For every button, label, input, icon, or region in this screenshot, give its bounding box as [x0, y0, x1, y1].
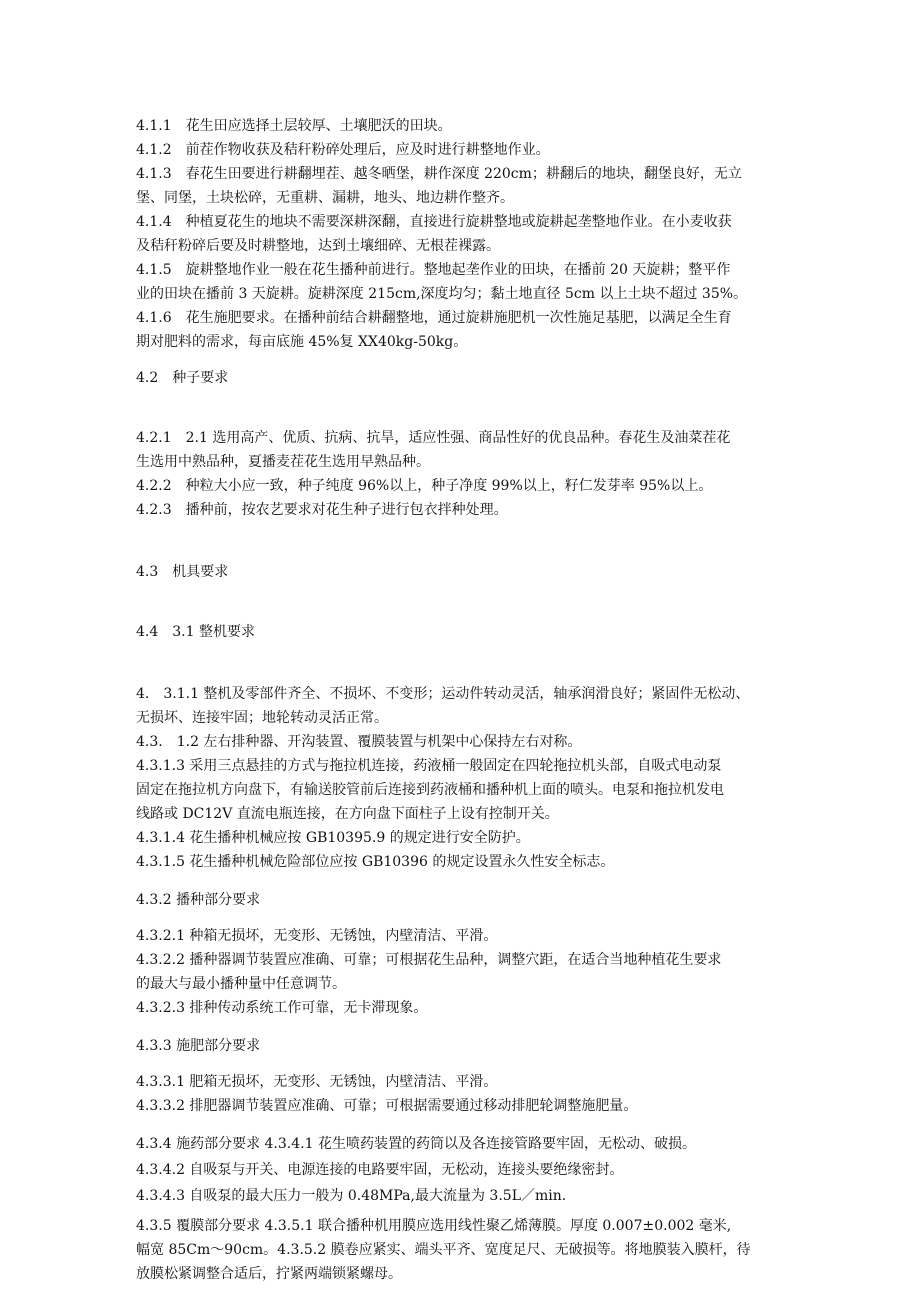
paragraph-4-3-3-2 [136, 1094, 786, 1118]
text-line: 4.1.4 种植夏花生的地块不需要深耕深翻，直接进行旋耕整地或旋耕起垄整地作业。在小麦收获 [136, 214, 732, 230]
text-line: 放膜松紧调整合适后，拧紧两端锁紧螺母。 [136, 1266, 402, 1282]
text-line: 业的田块在播前 3 天旋耕。旋耕深度 215cm,深度均匀；黏土地直径 5cm 以上土块不超过 35%。 [136, 286, 748, 302]
text-line: 4.2.1 2.1 选用高产、优质、抗病、抗旱，适应性强、商品性好的优良品种。春花生及油菜茬花 [136, 430, 731, 446]
text-line: 无损坏、连接牢固；地轮转动灵活正常。 [136, 710, 388, 726]
text-line: 及秸秆粉碎后要及时耕整地，达到土壤细碎、无根茬裸露。 [136, 238, 500, 254]
section-heading-4-2 [136, 366, 786, 390]
paragraph-4-3-2-2 [136, 948, 786, 996]
paragraph-4-2-1 [136, 426, 786, 474]
text-line: 4.3.3.1 肥箱无损坏，无变形、无锈蚀，内壁清洁、平滑。 [136, 1074, 498, 1090]
text-line: 生选用中熟品种，夏播麦茬花生选用早熟品种。 [136, 454, 430, 470]
text-line: 4.3.2.3 排种传动系统工作可靠，无卡滞现象。 [136, 1000, 428, 1016]
section-heading-4-3-3 [136, 1034, 786, 1058]
paragraph-4-3-1-1 [136, 682, 786, 730]
text-line: 4.1.6 花生施肥要求。在播种前结合耕翻整地，通过旋耕施肥机一次性施足基肥，以满足全生育 [136, 310, 732, 326]
paragraph-4-3-4-3 [136, 1184, 786, 1208]
text-line: 4.3.5 覆膜部分要求 4.3.5.1 联合播种机用膜应选用线性聚乙烯薄膜。厚度 0.007±0.002 毫米, [136, 1218, 732, 1234]
text-line: 4.3.2.2 播种器调节装置应准确、可靠；可根据花生品种，调整穴距，在适合当地种植花生要求 [136, 952, 722, 968]
paragraph-4-3-3-1 [136, 1070, 786, 1094]
paragraph-4-3-1-5 [136, 850, 786, 874]
text-line: 4.3.1.3 采用三点悬挂的方式与拖拉机连接，药液桶一般固定在四轮拖拉机头部，自吸式电动泵 [136, 758, 722, 774]
text-line: 4.3. 1.2 左右排种器、开沟装置、覆膜装置与机架中心保持左右对称。 [136, 734, 582, 750]
paragraph-4-1-1 [136, 114, 786, 138]
text-line: 的最大与最小播种量中任意调节。 [136, 976, 346, 992]
heading-text: 4.3.2 播种部分要求 [136, 892, 261, 908]
section-heading-4-3 [136, 560, 786, 584]
heading-text: 4.3.3 施肥部分要求 [136, 1038, 261, 1054]
text-line: 4.1.2 前茬作物收获及秸秆粉碎处理后，应及时进行耕整地作业。 [136, 142, 550, 158]
text-line: 4.3.1.4 花生播种机械应按 GB10395.9 的规定进行安全防护。 [136, 830, 530, 846]
paragraph-4-1-3 [136, 162, 786, 210]
paragraph-4-3-4-2 [136, 1158, 786, 1182]
text-line: 4. 3.1.1 整机及零部件齐全、不损坏、不变形；运动件转动灵活，轴承润滑良好；紧固件无松动、 [136, 686, 750, 702]
text-line: 线路或 DC12V 直流电瓶连接，在方向盘下面柱子上设有控制开关。 [136, 806, 559, 822]
text-line: 堡、同堡，土块松碎，无重耕、漏耕，地头、地边耕作整齐。 [136, 190, 514, 206]
text-line: 4.1.3 春花生田要进行耕翻埋茬、越冬晒堡，耕作深度 220cm；耕翻后的地块，翻堡良好，无立 [136, 166, 742, 182]
text-line: 4.1.5 旋耕整地作业一般在花生播种前进行。整地起垄作业的田块，在播前 20 天旋耕；整平作 [136, 262, 731, 278]
paragraph-4-3-1-3 [136, 754, 786, 826]
text-line: 幅宽 85Cm～90cm。4.3.5.2 膜卷应紧实、端头平齐、宽度足尺、无破损等。将地膜装入膜杆，待 [136, 1242, 751, 1258]
section-heading-4-3-2 [136, 888, 786, 912]
text-line: 4.3.4.2 自吸泵与开关、电源连接的电路要牢固，无松动，连接头要绝缘密封。 [136, 1162, 624, 1178]
text-line: 4.3.2.1 种箱无损坏，无变形、无锈蚀，内壁清洁、平滑。 [136, 928, 498, 944]
heading-text: 4.4 3.1 整机要求 [136, 624, 255, 640]
text-line: 期对肥料的需求，每亩底施 45%复 XX40kg-50kg。 [136, 334, 468, 350]
paragraph-4-1-5 [136, 258, 786, 306]
paragraph-4-1-6 [136, 306, 786, 354]
section-heading-4-4 [136, 620, 786, 644]
text-line: 4.3.1.5 花生播种机械危险部位应按 GB10396 的规定设置永久性安全标志。 [136, 854, 615, 870]
text-line: 4.3.4 施药部分要求 4.3.4.1 花生喷药装置的药筒以及各连接管路要牢固，无松动、破损。 [136, 1136, 696, 1152]
text-line: 4.3.4.3 自吸泵的最大压力一般为 0.48MPa,最大流量为 3.5L／min. [136, 1188, 567, 1204]
paragraph-4-3-5 [136, 1214, 786, 1286]
text-line: 4.2.2 种粒大小应一致，种子纯度 96%以上，种子净度 99%以上，籽仁发芽率 95%以上。 [136, 478, 713, 494]
paragraph-4-1-4 [136, 210, 786, 258]
text-line: 固定在拖拉机方向盘下，有输送胶管前后连接到药液桶和播种机上面的喷头。电泵和拖拉机发电 [136, 782, 724, 798]
paragraph-4-2-3 [136, 498, 786, 522]
heading-text: 4.3 机具要求 [136, 564, 229, 580]
text-line: 4.3.3.2 排肥器调节装置应准确、可靠；可根据需要通过移动排肥轮调整施肥量。 [136, 1098, 638, 1114]
heading-text: 4.2 种子要求 [136, 370, 229, 386]
paragraph-4-1-2 [136, 138, 786, 162]
paragraph-4-3-1-4 [136, 826, 786, 850]
paragraph-4-3-4 [136, 1132, 786, 1156]
text-line: 4.1.1 花生田应选择土层较厚、土壤肥沃的田块。 [136, 118, 452, 134]
text-line: 4.2.3 播种前，按农艺要求对花生种子进行包衣拌种处理。 [136, 502, 508, 518]
paragraph-4-3-1-2 [136, 730, 786, 754]
paragraph-4-2-2 [136, 474, 786, 498]
paragraph-4-3-2-1 [136, 924, 786, 948]
paragraph-4-3-2-3 [136, 996, 786, 1020]
